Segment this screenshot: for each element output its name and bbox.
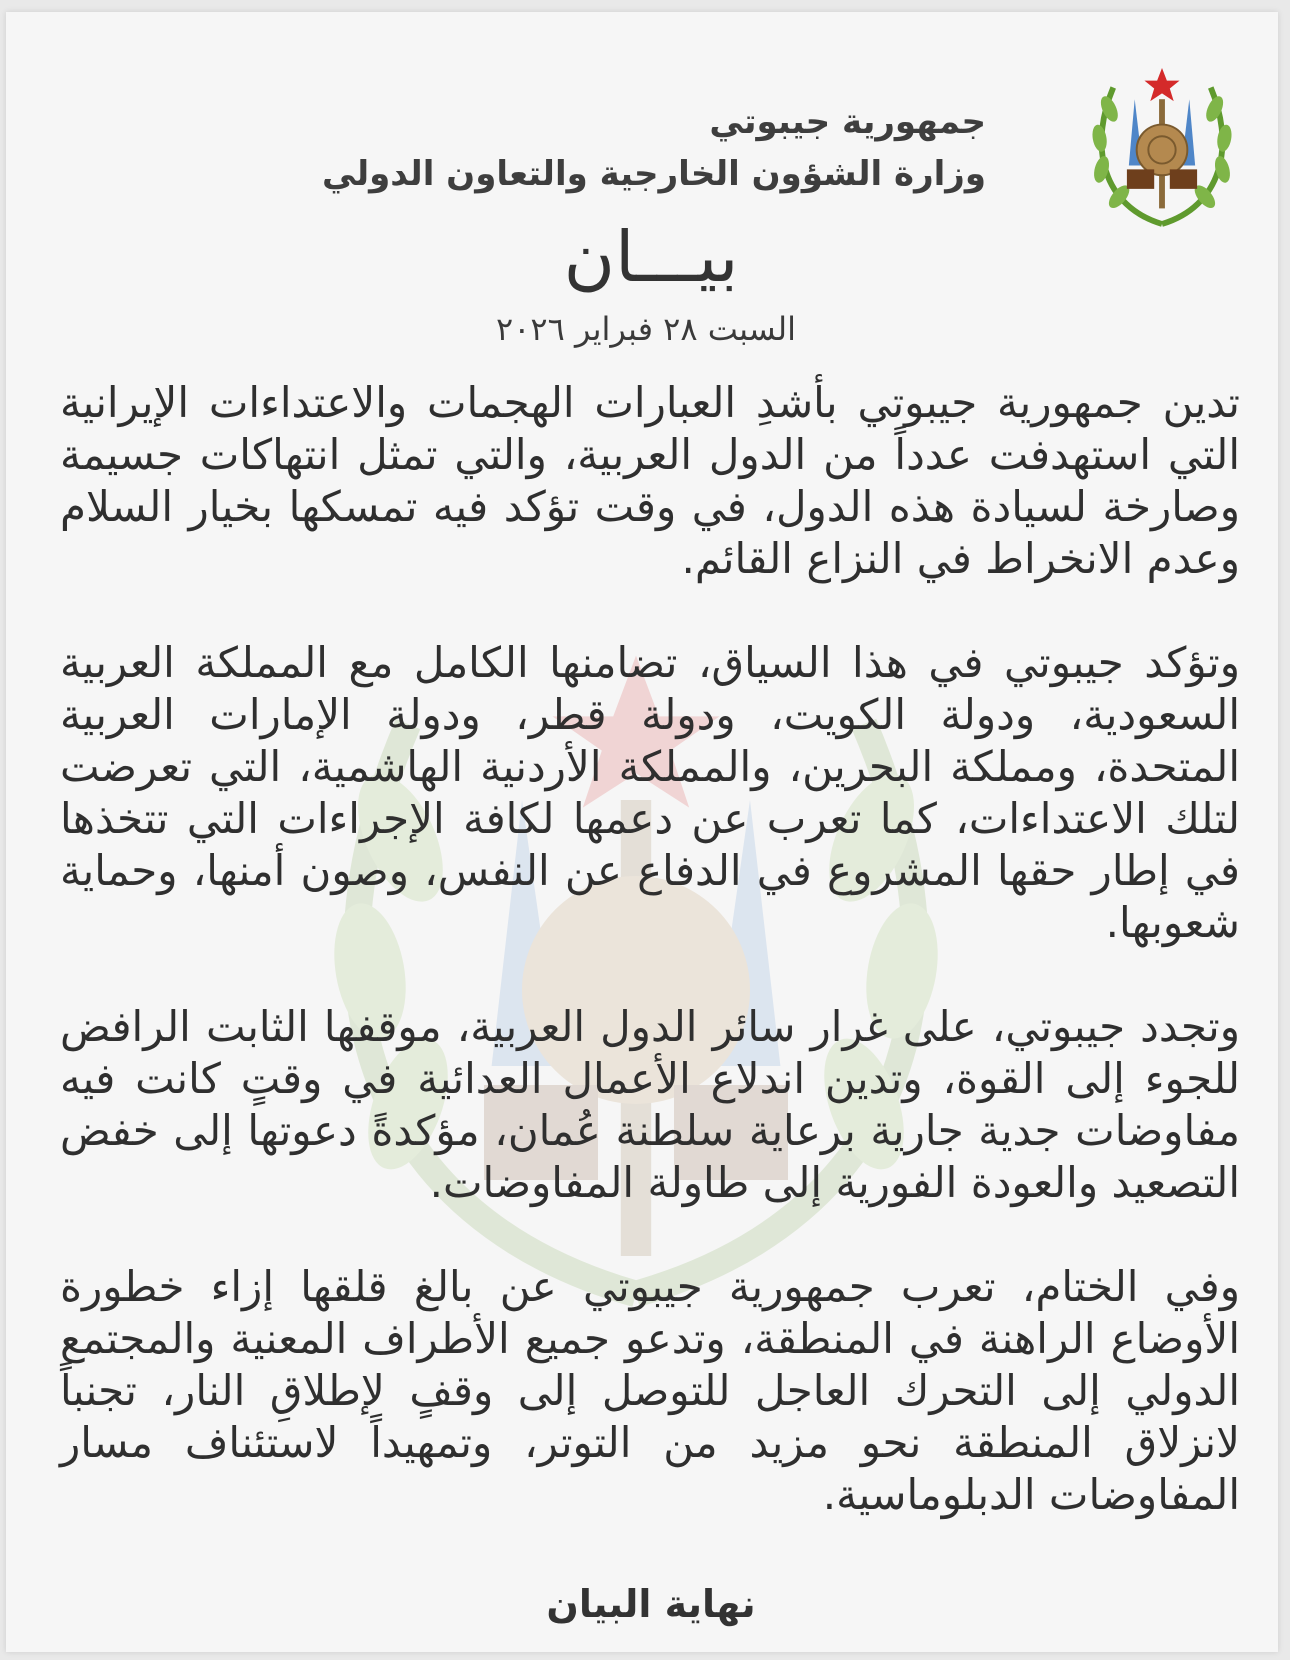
letterhead [186,96,986,200]
paragraph: وفي الختام، تعرب جمهورية جيبوتي عن بالغ قلقها إزاء خطورة الأوضاع الراهنة في المنطقة، وتدعو جميع الأطراف المعنية والمجتمع الدولي إلى التحرك العاجل للتوصل إلى وقفٍ لإطلاقِ النار، تجنباً لانزلاق المنطقة نحو مزيد من التوتر، وتمهيداً لاستئناف مسار المفاوضات الدبلوماسية. [60,1262,1240,1519]
statement-title: بيـــان [563,216,739,298]
djibouti-coat-of-arms [1084,60,1240,232]
statement-body [60,377,1240,1573]
statement-page [6,12,1278,1652]
statement-date: السبت ٢٨ فبراير ٢٠٢٦ [496,310,796,348]
country-name: جمهورية جيبوتي [709,102,986,142]
end-of-statement: نهاية البيان [546,1582,756,1626]
ministry-name: وزارة الشؤون الخارجية والتعاون الدولي [321,154,986,194]
paragraph: وتؤكد جيبوتي في هذا السياق، تضامنها الكامل مع المملكة العربية السعودية، ودولة الكويت، ودولة قطر، ودولة الإمارات العربية المتحدة، ومملكة البحرين، والمملكة الأردنية الهاشمية، التي تعرضت لتلك الاعتداءات، كما تعرب عن دعمها لكافة الإجراءات التي تتخذها في إطار حقها المشروع في الدفاع عن النفس، وصون أمنها، وحماية شعوبها. [60,638,1240,947]
paragraph: وتجدد جيبوتي، على غرار سائر الدول العربية، موقفها الثابت الرافض للجوء إلى القوة، وتدين اندلاع الأعمال العدائية في وقتٍ كانت فيه مفاوضات جدية جارية برعاية سلطنة عُمان، مؤكدةً دعوتها إلى خفض التصعيد والعودة الفورية إلى طاولة المفاوضات. [60,1002,1240,1207]
paragraph: تدين جمهورية جيبوتي بأشدِ العبارات الهجمات والاعتداءات الإيرانية التي استهدفت عدداً من الدول العربية، والتي تمثل انتهاكات جسيمة وصارخة لسيادة هذه الدول، في وقت تؤكد فيه تمسكها بخيار السلام وعدم الانخراط في النزاع القائم. [60,378,1240,583]
